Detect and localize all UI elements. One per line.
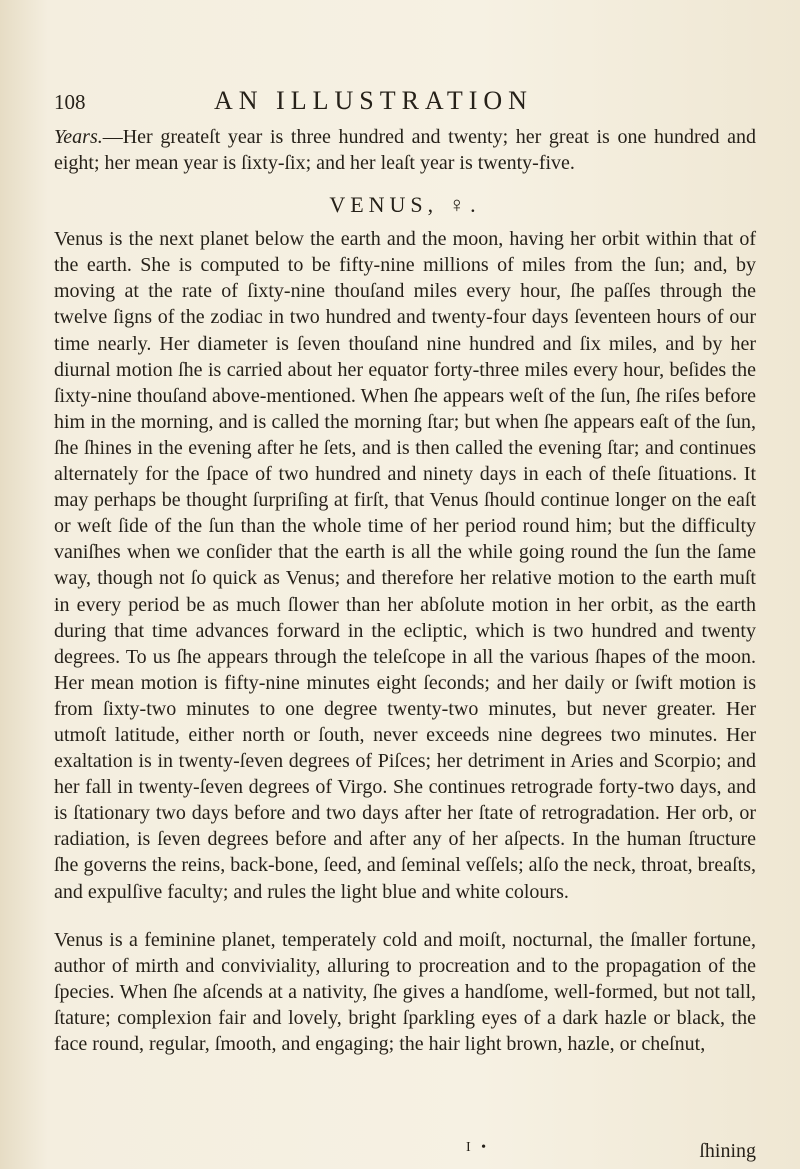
signature-mark [466,1140,486,1156]
years-text: —Her greateſt year is three hundred and twenty; her great is one hundred and eight; her mean year is ſixty-ſix; and her leaſt year is twenty-five. [54,126,756,175]
catchword: ſhining [699,1140,756,1162]
signature-dot: • [481,1140,487,1155]
body-text [54,124,756,1057]
section-heading: VENUS, ♀. [329,192,481,218]
venus-paragraph-1: Venus is the next planet below the earth and the moon, having her orbit within that of the earth. She is computed to be fifty-nine millions of miles from the ſun; and, by moving at the rate of ſixty-nine thouſand miles every hour, ſhe paſſes through the twelve ſigns of the zodiac in two hundred and twenty-four days ſeventeen hours of our time nearly. Her diameter is ſeven thouſand nine hundred and ſix miles, and by her diurnal motion ſhe is carried about her equator forty-three miles every hour, beſides the ſixty-nine thouſand above-mentioned. When ſhe appears weſt of the ſun, ſhe riſes before him in the morning, and is called the morning ſtar; but when ſhe appears eaſt of the ſun, ſhe ſhines in the evening after he ſets, and is then called the evening ſtar; and continues alternately for the ſpace of two hundred and ninety days in each of theſe ſituations. It may perhaps be thought ſurpriſing at firſt, that Venus ſhould continue longer on the eaſt or weſt ſide of the ſun than the whole time of her period round him; but the difficulty vaniſhes when we conſider that the earth is all the while going round the ſun the ſame way, though not ſo quick as Venus; and therefore her relative motion to the earth muſt in every period be as much ſlower than her abſolute motion in her orbit, as the earth during that time advances forward in the ecliptic, which is two hundred and twenty degrees. To us ſhe appears through the teleſcope in all the various ſhapes of the moon. Her mean motion is fifty-nine minutes eight ſeconds; and her daily or ſwift motion is from ſixty-two minutes to one degree twenty-two minutes, but never greater. Her utmoſt latitude, either north or ſouth, never exceeds nine degrees two minutes. Her exaltation is in twenty-ſeven degrees of Piſces; her detriment in Aries and Scorpio; and her fall in twenty-ſeven degrees of Virgo. She continues retrograde forty-two days, and is ſtationary two days before and two days after her ſtate of retrogradation. Her orb, or radiation, is ſeven degrees before and after any of her aſpects. In the human ſtructure ſhe governs the reins, back-bone, ſeed, and ſeminal veſſels; alſo the neck, throat, breaſts, and expulſive faculty; and rules the light blue and white colours. [54,228,756,903]
running-head: AN ILLUSTRATION [214,86,533,115]
years-paragraph [54,124,756,176]
page-number: 108 [54,90,86,114]
years-lead: Years. [54,126,103,148]
venus-paragraph-2: Venus is a feminine planet, temperately cold and moiſt, nocturnal, the ſmaller fortune, author of mirth and conviviality, alluring to procreation and to the propagation of the ſpecies. When ſhe aſcends at a nativity, ſhe gives a handſome, well-formed, but not tall, ſtature; complexion fair and lovely, bright ſparkling eyes of a dark hazle or black, the face round, regular, ſmooth, and engaging; the hair light brown, hazle, or cheſnut, [54,928,756,1055]
page-header [54,86,754,120]
paragraph-gap [54,905,756,927]
page-footer [54,1140,756,1166]
signature-number: I [466,1140,471,1155]
